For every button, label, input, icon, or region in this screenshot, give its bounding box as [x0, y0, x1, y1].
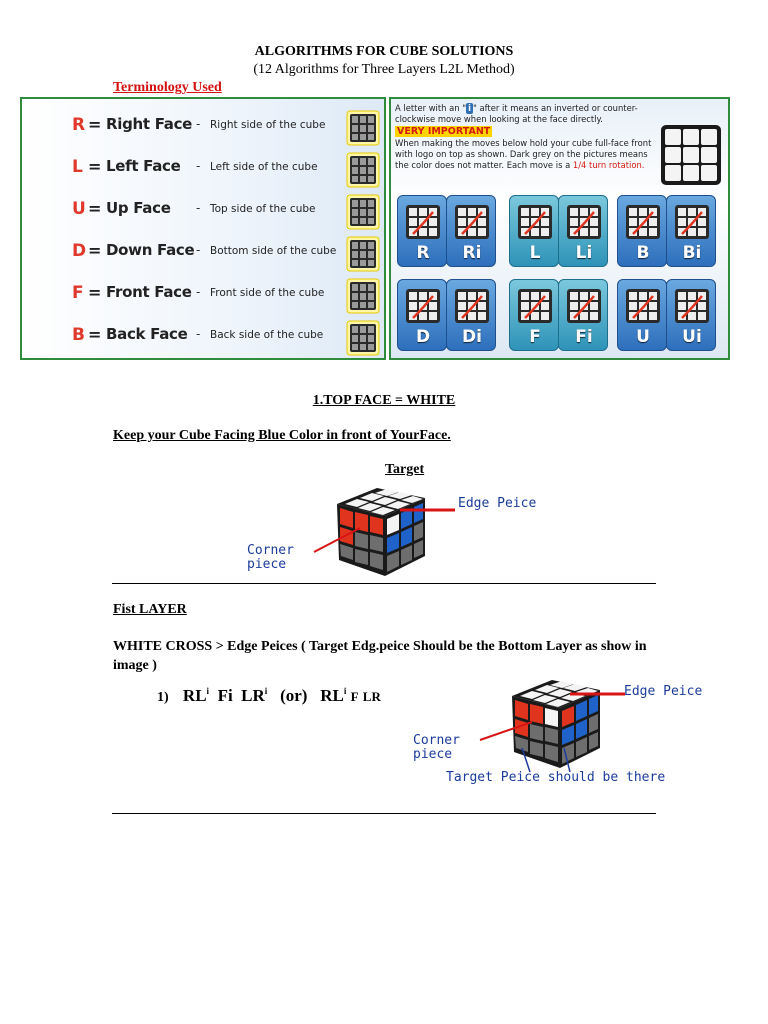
algo-move: F — [350, 689, 359, 704]
move-cube-icon — [517, 204, 553, 240]
face-name: Back Face — [106, 325, 188, 343]
face-name: Front Face — [106, 283, 192, 301]
face-description: Back side of the cube — [210, 329, 324, 341]
terminology-row — [22, 233, 384, 275]
move-card-ri — [446, 195, 496, 267]
move-card-f — [509, 279, 559, 351]
move-label: Ri — [462, 243, 482, 263]
face-name: Down Face — [106, 241, 195, 259]
corner-label-line2: piece — [413, 747, 453, 762]
instruction-text: Keep your Cube Facing Blue Color in front of YourFace. — [113, 428, 451, 443]
move-cube-icon — [566, 288, 602, 324]
terminology-heading: Terminology Used — [113, 80, 222, 95]
face-cube-icon — [346, 278, 380, 314]
move-label: Bi — [682, 243, 702, 263]
corner-piece-label-2 — [413, 734, 460, 762]
move-letter: R — [72, 115, 86, 135]
first-layer-title: Fist LAYER — [113, 602, 187, 617]
corner-label-line2: piece — [247, 557, 287, 572]
face-description: Left side of the cube — [210, 161, 318, 173]
algo-move: LR — [362, 689, 381, 704]
equals-sign: = — [88, 157, 102, 176]
dash: - — [196, 159, 201, 173]
face-description: Right side of the cube — [210, 119, 326, 131]
face-name: Left Face — [106, 157, 181, 175]
corner-label-line1: Corner — [413, 733, 460, 748]
move-label: Di — [462, 327, 482, 347]
dash: - — [196, 327, 201, 341]
inverse-badge: i — [468, 103, 471, 113]
move-cube-icon — [566, 204, 602, 240]
annotation-lines-1 — [300, 500, 460, 560]
algo-move: Fi — [217, 686, 233, 705]
face-name: Right Face — [106, 115, 193, 133]
dash: - — [196, 243, 201, 257]
equals-sign: = — [88, 325, 102, 344]
algorithm-1 — [157, 686, 381, 706]
corner-label-line1: Corner — [247, 543, 294, 558]
move-card-ui — [666, 279, 716, 351]
move-card-d — [397, 279, 447, 351]
move-cube-icon — [674, 204, 710, 240]
terminology-row — [22, 107, 384, 149]
face-cube-icon — [346, 194, 380, 230]
move-label: R — [416, 243, 430, 263]
divider-2 — [112, 813, 656, 814]
edge-piece-label: Edge Peice — [458, 496, 537, 511]
document-subtitle: (12 Algorithms for Three Layers L2L Method) — [253, 62, 515, 77]
moves-panel — [389, 97, 730, 360]
equals-sign: = — [88, 283, 102, 302]
moves-body-text: When making the moves below hold your cube full-face front with logo on top as shown. Dark grey on the pictures means the color does not matter. Each move is a — [395, 138, 652, 170]
face-cube-icon — [346, 110, 380, 146]
move-card-bi — [666, 195, 716, 267]
move-letter: L — [72, 157, 83, 177]
move-cube-icon — [454, 288, 490, 324]
move-label: Ui — [682, 327, 702, 347]
note-text-2: " after it means an inverted or counter-clockwise move when looking at the face directly. — [395, 103, 638, 124]
move-label: U — [636, 327, 650, 347]
terminology-panel — [20, 97, 386, 360]
dash: - — [196, 285, 201, 299]
dash: - — [196, 201, 201, 215]
move-card-r — [397, 195, 447, 267]
divider-1 — [112, 583, 656, 584]
terminology-row — [22, 149, 384, 191]
move-letter: U — [72, 199, 86, 219]
algo-or: (or) — [280, 686, 308, 705]
note-text: A letter with an " — [395, 103, 467, 113]
move-cube-icon — [517, 288, 553, 324]
dash: - — [196, 117, 201, 131]
move-letter: D — [72, 241, 87, 261]
target-piece-label: Target Peice should be there — [446, 770, 666, 785]
section-title: 1.TOP FACE = WHITE — [312, 393, 456, 408]
move-cube-icon — [405, 204, 441, 240]
move-cube-icon — [625, 288, 661, 324]
very-important-label: VERY IMPORTANT — [397, 126, 491, 137]
algo-sup: i — [343, 686, 347, 696]
move-card-fi — [558, 279, 608, 351]
terminology-row — [22, 275, 384, 317]
face-name: Up Face — [106, 199, 171, 217]
face-description: Front side of the cube — [210, 287, 325, 299]
move-letter: F — [72, 283, 84, 303]
face-cube-icon — [346, 152, 380, 188]
terminology-row — [22, 317, 384, 359]
move-label: Li — [575, 243, 593, 263]
moves-note — [395, 103, 655, 171]
algo-move: RL — [320, 686, 344, 705]
equals-sign: = — [88, 241, 102, 260]
white-cross-text: WHITE CROSS > Edge Peices ( Target Edg.peice Should be the Bottom Layer as show in image ) — [113, 639, 647, 673]
move-cube-icon — [405, 288, 441, 324]
quarter-turn-text: 1/4 turn rotation. — [572, 160, 645, 170]
face-description: Top side of the cube — [210, 203, 316, 215]
algo-move: LR — [241, 686, 265, 705]
move-label: B — [636, 243, 650, 263]
face-cube-icon — [346, 236, 380, 272]
algo-sup: i — [264, 686, 268, 696]
equals-sign: = — [88, 115, 102, 134]
face-description: Bottom side of the cube — [210, 245, 337, 257]
reference-cube-icon — [659, 123, 723, 187]
move-card-li — [558, 195, 608, 267]
move-cube-icon — [674, 288, 710, 324]
move-card-b — [617, 195, 667, 267]
move-label: D — [415, 327, 431, 347]
face-cube-icon — [346, 320, 380, 356]
corner-piece-label — [247, 544, 294, 572]
move-card-u — [617, 279, 667, 351]
move-card-l — [509, 195, 559, 267]
target-label: Target — [385, 462, 425, 477]
edge-piece-label-2: Edge Peice — [624, 684, 703, 699]
move-letter: B — [72, 325, 85, 345]
algo-sup: i — [206, 686, 210, 696]
equals-sign: = — [88, 199, 102, 218]
algorithm-number: 1) — [157, 690, 169, 705]
move-cube-icon — [454, 204, 490, 240]
move-card-di — [446, 279, 496, 351]
document-title: ALGORITHMS FOR CUBE SOLUTIONS — [254, 44, 514, 59]
move-label: L — [529, 243, 541, 263]
move-label: F — [529, 327, 541, 347]
terminology-row — [22, 191, 384, 233]
algo-move: RL — [182, 686, 207, 705]
move-label: Fi — [575, 327, 593, 347]
annotation-lines-2 — [470, 688, 630, 780]
move-cube-icon — [625, 204, 661, 240]
